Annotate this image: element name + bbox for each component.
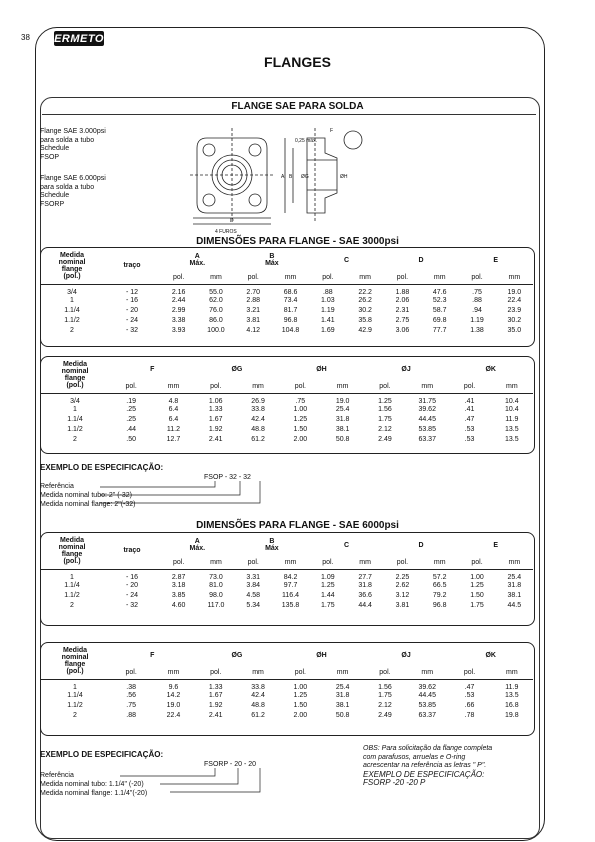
table-cell: 14.2: [166, 692, 181, 699]
table-cell: 116.4: [282, 592, 300, 599]
table-cell: 2.16: [171, 288, 186, 296]
table-cell: 73.4: [283, 297, 298, 304]
table-cell: 1.56: [378, 406, 392, 413]
table-row: [40, 296, 533, 306]
header-b: B Máx: [265, 253, 279, 267]
table-cell: 2: [73, 712, 77, 719]
table-cell: .44: [126, 426, 137, 433]
table-cell: 1.19: [470, 317, 484, 324]
table-cell: 25.4: [507, 573, 522, 581]
table-cell: 2.31: [395, 307, 410, 314]
table-cell: .47: [464, 683, 475, 691]
table-cell: 30.2: [358, 307, 372, 314]
table-cell: 1.1/4: [67, 692, 83, 699]
table-cell: 31.8: [335, 692, 350, 699]
header-a: A Máx.: [189, 253, 206, 267]
table-cell: 53.85: [418, 426, 436, 433]
table-cell: 6.4: [168, 416, 179, 423]
section-title: FLANGE SAE PARA SOLDA: [231, 101, 364, 112]
table-cell: 1.92: [208, 426, 223, 433]
table-row: [40, 601, 533, 611]
table-cell: .25: [126, 406, 137, 413]
table-cell: 3.12: [395, 592, 410, 599]
table-cell: 1: [70, 297, 74, 304]
table-cell: 31.8: [335, 416, 350, 423]
flange-drawing: [185, 118, 385, 236]
table-cell: 2.99: [171, 307, 186, 314]
table-cell: 1.67: [208, 416, 223, 423]
table-cell: .56: [126, 692, 137, 699]
table-cell: 13.5: [505, 692, 519, 699]
table-cell: 1: [70, 573, 74, 581]
table-cell: 117.0: [207, 602, 225, 609]
spec-ref-6000: Referência: [40, 772, 74, 779]
table-cell: 6.4: [168, 406, 179, 413]
table-cell: 1.75: [378, 416, 392, 423]
spec-ref-3000: Referência: [40, 483, 74, 490]
table-cell: - 32: [125, 602, 139, 609]
table-cell: 11.9: [505, 416, 519, 423]
table-cell: 1.1/2: [67, 702, 83, 709]
table-cell: 1: [73, 406, 77, 413]
table-row: [40, 701, 533, 711]
table-row: [40, 326, 533, 336]
table-cell: 12.7: [166, 436, 181, 443]
spec-title-3000: EXEMPLO DE ESPECIFICAÇÃO:: [40, 463, 164, 472]
spec-tube-6000: Medida nominal tubo: 1.1/4" (-20): [40, 781, 144, 788]
table-cell: 1.88: [395, 288, 410, 296]
table-cell: 100.0: [207, 327, 225, 334]
table-cell: 63.37: [418, 436, 436, 443]
table-cell: 22.4: [507, 297, 522, 304]
table-cell: 58.7: [432, 307, 447, 314]
table-cell: 2.44: [171, 297, 186, 304]
table-cell: 81.0: [209, 582, 223, 589]
table-cell: 26.9: [251, 397, 265, 405]
table-row: [40, 711, 533, 721]
table-cell: .41: [464, 406, 475, 413]
table-cell: .53: [464, 692, 475, 699]
table-cell: 22.4: [166, 712, 181, 719]
table-cell: 2.70: [246, 288, 261, 296]
table-cell: 50.8: [335, 712, 350, 719]
table-cell: 33.8: [251, 406, 265, 413]
table-cell: 4.58: [246, 592, 261, 599]
table-cell: 1.50: [293, 702, 308, 709]
table-cell: .41: [464, 397, 475, 405]
table-cell: 11.9: [505, 683, 519, 691]
table-3000-holes: Medida nominal flange (pol.) F ØG ØH ØJ ØK pol. mm pol. mm pol. mm pol. mm pol. mm 3/4 .19 4.8 1.06 26.9 .75 19.0 1.25 31.75 .41 10.4 1 .25 6.4 1.33 33.8 1.00 25.4 1.56 39.62 .41 10.4 1.1/4 .25 6.4 1.67 42.4 1.25 31.8 1.75 44.45 .47 11.9 1.1/2 .44 11.2 1.92 48.8 1.50 38.1 2.12 53.85 .53 13.5 2 .50 12.7 2.41 61.2 2.00 50.8 2.49 63.37 .53 13.5: [40, 357, 533, 445]
table-cell: 50.8: [335, 436, 350, 443]
section-divider: [42, 114, 536, 115]
header-e: E: [493, 256, 499, 264]
table-cell: 19.0: [507, 288, 522, 296]
table-cell: 1.00: [293, 683, 308, 691]
table-cell: - 16: [125, 297, 139, 304]
header-d: D: [418, 256, 424, 264]
table-cell: 10.4: [505, 397, 519, 405]
table-cell: 23.9: [507, 307, 522, 314]
table-cell: 2.41: [208, 712, 223, 719]
table-cell: 31.75: [418, 397, 436, 405]
table-cell: .94: [472, 307, 482, 314]
table-cell: - 24: [125, 317, 139, 324]
table-cell: 1.75: [378, 692, 392, 699]
header-medida: Medida nominal flange (pol.): [58, 251, 86, 280]
spec-title-6000: EXEMPLO DE ESPECIFICAÇÃO:: [40, 750, 164, 759]
table-cell: 1.33: [208, 406, 223, 413]
table-cell: 3.93: [171, 327, 186, 334]
table-cell: 25.4: [335, 683, 350, 691]
table-cell: 96.8: [283, 317, 298, 324]
table-cell: .75: [126, 702, 137, 709]
table-cell: 22.2: [358, 288, 372, 296]
table-cell: 3.31: [246, 573, 261, 581]
table-cell: - 32: [125, 327, 139, 334]
table-cell: 3.85: [171, 592, 186, 599]
table-cell: .47: [464, 416, 475, 423]
dimension-label: ØH: [340, 174, 348, 180]
table-cell: 1.56: [378, 683, 392, 691]
table-row: [40, 284, 533, 296]
table-row: [40, 405, 533, 415]
table-cell: 2.06: [395, 297, 410, 304]
table-cell: 2: [70, 602, 74, 609]
table-cell: 11.2: [166, 426, 180, 433]
table-cell: 1.44: [321, 592, 335, 599]
table-cell: 2.12: [378, 702, 392, 709]
table-cell: - 20: [125, 307, 139, 314]
table-cell: 2.12: [378, 426, 392, 433]
table-cell: 38.1: [335, 426, 350, 433]
table-cell: 5.34: [246, 602, 261, 609]
page-number: 38: [21, 33, 30, 42]
table-cell: 57.2: [432, 573, 447, 581]
table-cell: 1.69: [321, 327, 335, 334]
table-cell: 1: [73, 683, 77, 691]
table-cell: 1.92: [208, 702, 223, 709]
table-cell: 1.1/2: [64, 317, 80, 324]
table-cell: 1.25: [378, 397, 392, 405]
table-cell: 35.0: [507, 327, 522, 334]
table-cell: 61.2: [251, 712, 265, 719]
table-cell: 36.6: [358, 592, 372, 599]
table-cell: 77.7: [432, 327, 447, 334]
table-row: [40, 306, 533, 316]
table-cell: 3/4: [70, 397, 80, 405]
table-cell: 2.49: [378, 436, 392, 443]
table-row: [40, 591, 533, 601]
table-cell: 2: [70, 327, 74, 334]
table-cell: 1.25: [470, 582, 484, 589]
spec-flange-3000: Medida nominal flange: 2"(-32): [40, 501, 136, 508]
table-cell: 44.5: [507, 602, 522, 609]
table-cell: 1.25: [293, 692, 308, 699]
table-cell: 44.45: [418, 416, 436, 423]
table-cell: 1.41: [321, 317, 335, 324]
table-cell: 73.0: [209, 573, 223, 581]
table-cell: 66.5: [432, 582, 447, 589]
table-cell: 4.8: [168, 397, 179, 405]
dimension-label: D: [230, 218, 234, 224]
table-cell: 13.5: [505, 436, 519, 443]
dimension-label: A: [281, 174, 285, 180]
dimension-label: 4 FUROS: [215, 229, 237, 235]
table-row: [40, 415, 533, 425]
table-cell: 42.9: [358, 327, 372, 334]
table-cell: 1.25: [321, 582, 335, 589]
table-cell: 1.75: [470, 602, 484, 609]
table-cell: 53.85: [418, 702, 436, 709]
table-cell: 2.62: [395, 582, 410, 589]
description-6000: Flange SAE 6.000psi para solda a tubo Schedule FSORP: [40, 175, 106, 208]
table-cell: 79.2: [432, 592, 447, 599]
table-cell: .88: [322, 288, 333, 296]
table-cell: 38.1: [507, 592, 522, 599]
table-cell: 10.4: [505, 406, 519, 413]
table-cell: .19: [126, 397, 137, 405]
table-cell: 13.5: [505, 426, 519, 433]
table-cell: 81.7: [283, 307, 298, 314]
table-cell: 84.2: [283, 573, 298, 581]
dimension-label: F: [330, 128, 334, 134]
table-cell: .75: [472, 288, 482, 296]
table-cell: 16.8: [505, 702, 519, 709]
table-cell: 2: [73, 436, 77, 443]
table-cell: 1.75: [321, 602, 335, 609]
table-cell: 4.60: [171, 602, 186, 609]
table-cell: 2.00: [293, 436, 308, 443]
table-cell: 44.4: [358, 602, 372, 609]
table-cell: 104.8: [281, 327, 300, 334]
table-cell: 76.0: [209, 307, 223, 314]
table-cell: 1.50: [470, 592, 484, 599]
table-cell: 96.8: [432, 602, 447, 609]
table-cell: 27.7: [358, 573, 372, 581]
table-cell: 1.00: [470, 573, 484, 581]
table-cell: 3.81: [246, 317, 261, 324]
header-traco: traço: [123, 262, 141, 270]
table-cell: 35.8: [358, 317, 372, 324]
table-3000-heading: DIMENSÕES PARA FLANGE - SAE 3000psi: [196, 236, 399, 247]
table-cell: 1.1/4: [64, 582, 80, 589]
table-cell: 1.50: [293, 426, 308, 433]
table-cell: .53: [464, 426, 475, 433]
spec-code-3000: FSOP - 32 - 32: [204, 474, 251, 481]
table-cell: 1.00: [293, 406, 308, 413]
table-cell: .88: [126, 712, 137, 719]
table-row: [40, 316, 533, 326]
table-3000-dims: Medida nominal flange (pol.) traço A Máx. B Máx C D E pol. mm pol. mm pol. mm pol. mm pol. mm 3/4 - 12 2.16 55.0 2.70 68.6 .88 22.2 1.88 47.6 .75 19.0 1 - 16 2.44 62.0 2.88 73.4 1.03 26.2 2.06 52.3 .88 22.4 1.1/4 - 20 2.99 76.0 3.21 81.7 1.19 30.2 2.31 58.7 .94 23.9 1.1/2 - 24 3.38 86.0 3.81 96.8 1.41 35.8 2.75 69.8 1.19 30.2 2 - 32 3.93 100.0 4.12 104.8 1.69 42.9 3.06 77.7 1.38 35.0: [40, 248, 533, 336]
table-6000-heading: DIMENSÕES PARA FLANGE - SAE 6000psi: [196, 520, 399, 531]
table-cell: 9.6: [168, 683, 179, 691]
table-cell: .88: [472, 297, 482, 304]
table-cell: 61.2: [251, 436, 265, 443]
table-cell: 33.8: [251, 683, 265, 691]
table-cell: 25.4: [335, 406, 350, 413]
table-cell: 63.37: [418, 712, 436, 719]
table-cell: 97.7: [283, 582, 298, 589]
obs-note: OBS: Para solicitação da flange completa com parafusos, arruelas e O-ring acrescentar na referência as letras " P". EXEMPLO DE ESPECIFICAÇÃO: FSORP -20 -20 P: [363, 745, 493, 787]
table-cell: 1.03: [321, 297, 335, 304]
table-cell: 1.33: [208, 683, 223, 691]
table-cell: 52.3: [432, 297, 447, 304]
table-6000-dims: Medida nominal flange (pol.) traço A Máx. B Máx C D E pol. mm pol. mm pol. mm pol. mm pol. mm 1 - 16 2.87 73.0 3.31 84.2 1.09 27.7 2.25 57.2 1.00 25.4 1.1/4 - 20 3.18 81.0 3.84 97.7 1.25 31.8 2.62 66.5 1.25 31.8 1.1/2 - 24 3.85 98.0 4.58 116.4 1.44 36.6 3.12 79.2 1.50 38.1 2 - 32 4.60 117.0 5.34 135.8 1.75 44.4 3.81 96.8 1.75 44.5: [40, 533, 533, 611]
spec-tube-3000: Medida nominal tubo: 2" (-32): [40, 492, 132, 499]
table-cell: 38.1: [335, 702, 350, 709]
header-c: C: [343, 256, 350, 264]
table-cell: 19.0: [335, 397, 350, 405]
table-row: [40, 581, 533, 591]
table-cell: 2.87: [171, 573, 186, 581]
table-cell: 42.4: [251, 416, 265, 423]
table-cell: 47.6: [432, 288, 447, 296]
table-cell: 3.38: [171, 317, 186, 324]
table-cell: 86.0: [209, 317, 223, 324]
table-cell: 4.12: [246, 327, 261, 334]
table-cell: 31.8: [507, 582, 522, 589]
table-cell: 3.84: [246, 582, 261, 589]
table-cell: 69.8: [432, 317, 447, 324]
description-3000: Flange SAE 3.000psi para solda a tubo Schedule FSOP: [40, 128, 106, 161]
page-title: FLANGES: [264, 54, 331, 70]
spec-flange-6000: Medida nominal flange: 1.1/4"(-20): [40, 790, 148, 797]
table-cell: 3.18: [171, 582, 186, 589]
table-cell: - 20: [125, 582, 139, 589]
ermeto-logo: ERMETO: [54, 32, 104, 45]
table-cell: 48.8: [251, 426, 265, 433]
table-cell: 2.25: [395, 573, 410, 581]
table-cell: 1.38: [470, 327, 484, 334]
table-cell: 19.0: [166, 702, 181, 709]
table-cell: 3.06: [395, 327, 410, 334]
table-cell: 1.1/2: [67, 426, 83, 433]
table-cell: 3/4: [67, 288, 77, 296]
table-cell: 26.2: [358, 297, 372, 304]
table-cell: .78: [464, 712, 475, 719]
table-cell: 2.00: [293, 712, 308, 719]
table-cell: 2.75: [395, 317, 410, 324]
table-cell: - 16: [125, 573, 139, 581]
spec-code-6000: FSORP - 20 - 20: [204, 761, 257, 768]
table-cell: 2.49: [378, 712, 392, 719]
table-cell: 31.8: [358, 582, 372, 589]
table-row: [40, 569, 533, 581]
table-cell: 1.67: [208, 692, 223, 699]
table-row: [40, 425, 533, 435]
table-cell: 135.8: [281, 602, 300, 609]
dimension-label: ØG: [301, 174, 309, 180]
table-row: [40, 435, 533, 445]
table-cell: .75: [295, 397, 306, 405]
table-cell: - 24: [125, 592, 139, 599]
table-cell: 2.41: [208, 436, 223, 443]
table-cell: 68.6: [283, 288, 298, 296]
table-cell: .53: [464, 436, 475, 443]
table-cell: 1.1/4: [64, 307, 80, 314]
table-cell: 42.4: [251, 692, 265, 699]
table-cell: 1.06: [208, 397, 223, 405]
table-cell: 39.62: [418, 683, 436, 691]
table-cell: 3.81: [395, 602, 410, 609]
table-row: [40, 679, 533, 691]
dimension-label: B: [289, 174, 293, 180]
table-cell: 30.2: [507, 317, 522, 324]
table-cell: 1.19: [321, 307, 335, 314]
table-cell: 48.8: [251, 702, 265, 709]
table-row: [40, 393, 533, 405]
table-cell: 44.45: [418, 692, 436, 699]
table-cell: 1.1/4: [67, 416, 83, 423]
table-cell: - 12: [125, 288, 139, 296]
table-cell: .25: [126, 416, 137, 423]
table-cell: 98.0: [209, 592, 223, 599]
table-cell: 39.62: [418, 406, 436, 413]
table-6000-holes: Medida nominal flange (pol.) F ØG ØH ØJ ØK pol. mm pol. mm pol. mm pol. mm pol. mm 1 .38 9.6 1.33 33.8 1.00 25.4 1.56 39.62 .47 11.9 1.1/4 .56 14.2 1.67 42.4 1.25 31.8 1.75 44.45 .53 13.5 1.1/2 .75 19.0 1.92 48.8 1.50 38.1 2.12 53.85 .66 16.8 2 .88 22.4 2.41 61.2 2.00 50.8 2.49 63.37 .78 19.8: [40, 643, 533, 721]
table-cell: 1.1/2: [64, 592, 80, 599]
table-cell: 1.25: [293, 416, 308, 423]
dimension-label: 0,25 máx.: [295, 138, 317, 144]
table-cell: .50: [126, 436, 137, 443]
table-cell: .38: [126, 683, 137, 691]
table-cell: 62.0: [209, 297, 223, 304]
table-cell: 3.21: [246, 307, 261, 314]
table-cell: 2.88: [246, 297, 261, 304]
table-cell: 19.8: [505, 712, 519, 719]
table-cell: 55.0: [209, 288, 223, 296]
table-cell: .66: [464, 702, 475, 709]
table-cell: 1.09: [321, 573, 335, 581]
table-row: [40, 691, 533, 701]
